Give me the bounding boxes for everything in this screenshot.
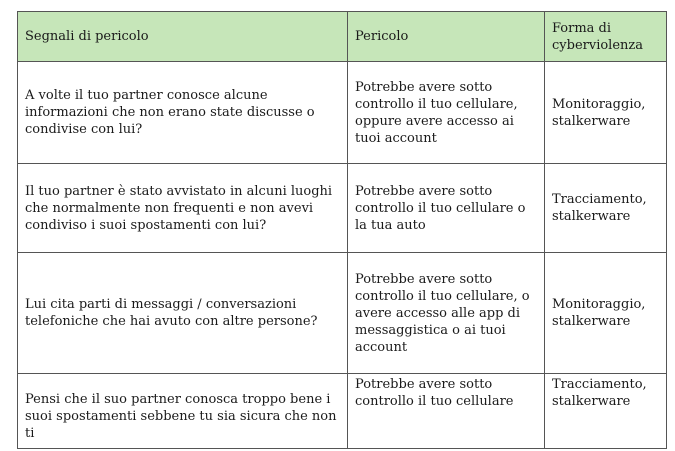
danger-cell: Potrebbe avere sotto controllo il tuo cellulare bbox=[348, 374, 545, 449]
cyberviolence-form-cell: Monitoraggio, stalkerware bbox=[545, 62, 667, 164]
warning-sign-cell: Il tuo partner è stato avvistato in alcuni luoghi che normalmente non frequenti e non avevi condiviso i suoi spostamenti con lui? bbox=[18, 164, 348, 253]
table-row bbox=[18, 62, 667, 164]
warning-sign-cell: Lui cita parti di messaggi / conversazioni telefoniche che hai avuto con altre persone? bbox=[18, 253, 348, 374]
cyberviolence-form-cell: Monitoraggio, stalkerware bbox=[545, 253, 667, 374]
danger-cell: Potrebbe avere sotto controllo il tuo cellulare o la tua auto bbox=[348, 164, 545, 253]
danger-cell: Potrebbe avere sotto controllo il tuo cellulare, oppure avere accesso ai tuoi account bbox=[348, 62, 545, 164]
header-warning-signs: Segnali di pericolo bbox=[18, 12, 348, 62]
table-header-row bbox=[18, 12, 667, 62]
warning-sign-cell: Pensi che il suo partner conosca troppo bene i suoi spostamenti sebbene tu sia sicura che non ti bbox=[18, 374, 348, 449]
table-row bbox=[18, 253, 667, 374]
warning-sign-cell: A volte il tuo partner conosce alcune informazioni che non erano state discusse o condivise con lui? bbox=[18, 62, 348, 164]
table-row bbox=[18, 374, 667, 449]
cyberviolence-form-cell: Tracciamento, stalkerware bbox=[545, 374, 667, 449]
warning-signs-table bbox=[17, 11, 667, 449]
danger-cell: Potrebbe avere sotto controllo il tuo cellulare, o avere accesso alle app di messaggistica o ai tuoi account bbox=[348, 253, 545, 374]
header-cyberviolence-form: Forma di cyberviolenza bbox=[545, 12, 667, 62]
table-row bbox=[18, 164, 667, 253]
header-danger: Pericolo bbox=[348, 12, 545, 62]
cyberviolence-form-cell: Tracciamento, stalkerware bbox=[545, 164, 667, 253]
